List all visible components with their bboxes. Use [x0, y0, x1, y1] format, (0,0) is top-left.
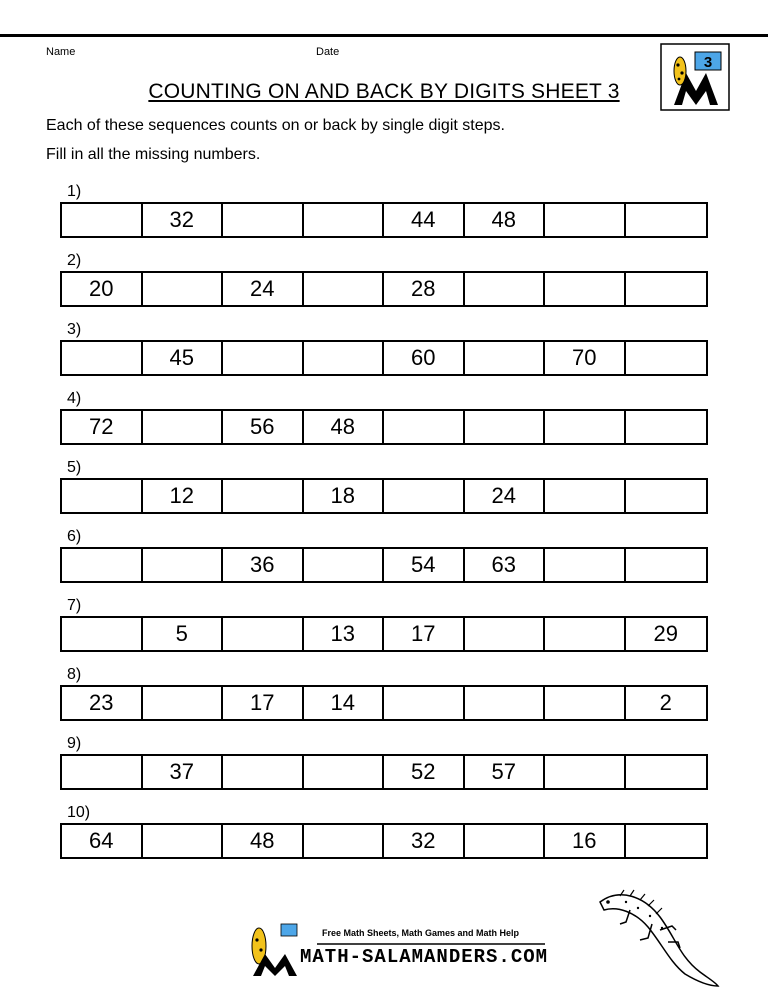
given-number-cell: 14 — [304, 687, 385, 719]
given-number-cell: 54 — [384, 549, 465, 581]
answer-blank-cell[interactable] — [626, 273, 707, 305]
answer-blank-cell[interactable] — [626, 480, 707, 512]
top-rule — [0, 34, 768, 37]
instruction-line-1: Each of these sequences counts on or back by single digit steps. — [46, 117, 505, 134]
answer-blank-cell[interactable] — [304, 342, 385, 374]
answer-blank-cell[interactable] — [465, 618, 546, 650]
sequence-row — [60, 685, 708, 721]
question-label: 5) — [67, 459, 82, 476]
given-number-cell: 63 — [465, 549, 546, 581]
sequence-row — [60, 271, 708, 307]
date-label: Date — [316, 46, 340, 58]
given-number-cell: 2 — [659, 690, 672, 715]
answer-blank-cell[interactable] — [62, 480, 143, 512]
answer-blank-cell[interactable] — [465, 825, 546, 857]
given-number-cell: 32 — [143, 204, 224, 236]
answer-blank-cell[interactable] — [465, 687, 546, 719]
given-number-cell: 64 — [62, 825, 143, 857]
given-number-cell: 20 — [62, 273, 143, 305]
answer-blank-cell[interactable] — [465, 273, 546, 305]
answer-blank-cell[interactable] — [304, 549, 385, 581]
sequence-row — [60, 616, 708, 652]
given-number-cell: 57 — [465, 756, 546, 788]
answer-blank-cell[interactable] — [304, 825, 385, 857]
answer-blank-cell[interactable] — [304, 204, 385, 236]
badge-number: 3 — [703, 54, 713, 71]
answer-blank-cell[interactable] — [223, 618, 304, 650]
answer-blank-cell[interactable] — [62, 618, 143, 650]
question-label: 10) — [67, 804, 91, 821]
given-number-cell: 16 — [545, 825, 626, 857]
answer-blank-cell[interactable] — [384, 411, 465, 443]
given-number-cell: 48 — [465, 204, 546, 236]
given-number-cell: 24 — [465, 480, 546, 512]
answer-blank-cell[interactable] — [545, 756, 626, 788]
given-number-cell: 18 — [304, 480, 385, 512]
given-number-cell: 44 — [384, 204, 465, 236]
answer-blank-cell[interactable] — [143, 411, 224, 443]
answer-blank-cell[interactable] — [545, 687, 626, 719]
given-number-cell: 45 — [143, 342, 224, 374]
answer-blank-cell[interactable] — [626, 825, 707, 857]
sequence-row — [60, 478, 708, 514]
name-label: Name — [46, 46, 76, 58]
question-label: 8) — [67, 666, 82, 683]
answer-blank-cell[interactable] — [626, 411, 707, 443]
answer-blank-cell[interactable] — [384, 480, 465, 512]
answer-blank-cell[interactable] — [143, 549, 224, 581]
given-number-cell: 13 — [304, 618, 385, 650]
answer-blank-cell[interactable] — [545, 618, 626, 650]
answer-blank-cell[interactable] — [545, 204, 626, 236]
answer-blank-cell[interactable] — [545, 273, 626, 305]
given-number-cell: 29 — [653, 621, 678, 646]
answer-blank-cell[interactable] — [223, 204, 304, 236]
answer-blank-cell[interactable] — [62, 204, 143, 236]
answer-blank-cell[interactable] — [465, 411, 546, 443]
answer-blank-cell[interactable] — [223, 342, 304, 374]
sequence-row — [60, 823, 708, 859]
answer-blank-cell[interactable] — [626, 342, 707, 374]
sequence-row — [60, 547, 708, 583]
given-number-cell: 70 — [545, 342, 626, 374]
salamander-illustration — [590, 882, 720, 992]
answer-blank-cell[interactable] — [304, 756, 385, 788]
answer-blank-cell[interactable] — [223, 756, 304, 788]
answer-blank-cell[interactable] — [626, 549, 707, 581]
given-number-cell: 12 — [143, 480, 224, 512]
question-label: 6) — [67, 528, 82, 545]
question-label: 1) — [67, 183, 82, 200]
given-number-cell: 32 — [384, 825, 465, 857]
footer-brand: MATH-SALAMANDERS.COM — [300, 946, 549, 968]
given-number-cell: 17 — [223, 687, 304, 719]
answer-blank-cell[interactable] — [62, 756, 143, 788]
answer-blank-cell[interactable] — [62, 549, 143, 581]
sequence-row — [60, 340, 708, 376]
sequence-row — [60, 202, 708, 238]
answer-blank-cell[interactable] — [143, 687, 224, 719]
answer-blank-cell[interactable] — [545, 480, 626, 512]
answer-blank-cell[interactable] — [626, 756, 707, 788]
answer-blank-cell[interactable] — [626, 204, 707, 236]
sequence-row — [60, 754, 708, 790]
given-number-cell: 37 — [143, 756, 224, 788]
sequence-row — [60, 409, 708, 445]
given-number-cell: 5 — [143, 618, 224, 650]
answer-blank-cell[interactable] — [545, 411, 626, 443]
question-label: 3) — [67, 321, 82, 338]
answer-blank-cell[interactable] — [143, 825, 224, 857]
given-number-cell: 52 — [384, 756, 465, 788]
question-label: 7) — [67, 597, 82, 614]
answer-blank-cell[interactable] — [545, 549, 626, 581]
answer-blank-cell[interactable] — [304, 273, 385, 305]
given-number-cell: 36 — [223, 549, 304, 581]
answer-blank-cell[interactable] — [465, 342, 546, 374]
given-number-cell: 72 — [62, 411, 143, 443]
given-number-cell: 23 — [62, 687, 143, 719]
given-number-cell: 24 — [223, 273, 304, 305]
answer-blank-cell[interactable] — [143, 273, 224, 305]
question-label: 2) — [67, 252, 82, 269]
answer-blank-cell[interactable] — [62, 342, 143, 374]
given-number-cell: 48 — [304, 411, 385, 443]
worksheet-title: COUNTING ON AND BACK BY DIGITS SHEET 3 — [148, 80, 620, 103]
given-number-cell: 56 — [223, 411, 304, 443]
question-label: 4) — [67, 390, 82, 407]
answer-blank-cell[interactable] — [384, 687, 465, 719]
given-number-cell: 17 — [384, 618, 465, 650]
question-label: 9) — [67, 735, 82, 752]
answer-blank-cell[interactable] — [223, 480, 304, 512]
given-number-cell: 28 — [384, 273, 465, 305]
instruction-line-2: Fill in all the missing numbers. — [46, 146, 261, 163]
given-number-cell: 60 — [384, 342, 465, 374]
footer-tagline: Free Math Sheets, Math Games and Math Help — [322, 928, 520, 938]
given-number-cell: 48 — [223, 825, 304, 857]
